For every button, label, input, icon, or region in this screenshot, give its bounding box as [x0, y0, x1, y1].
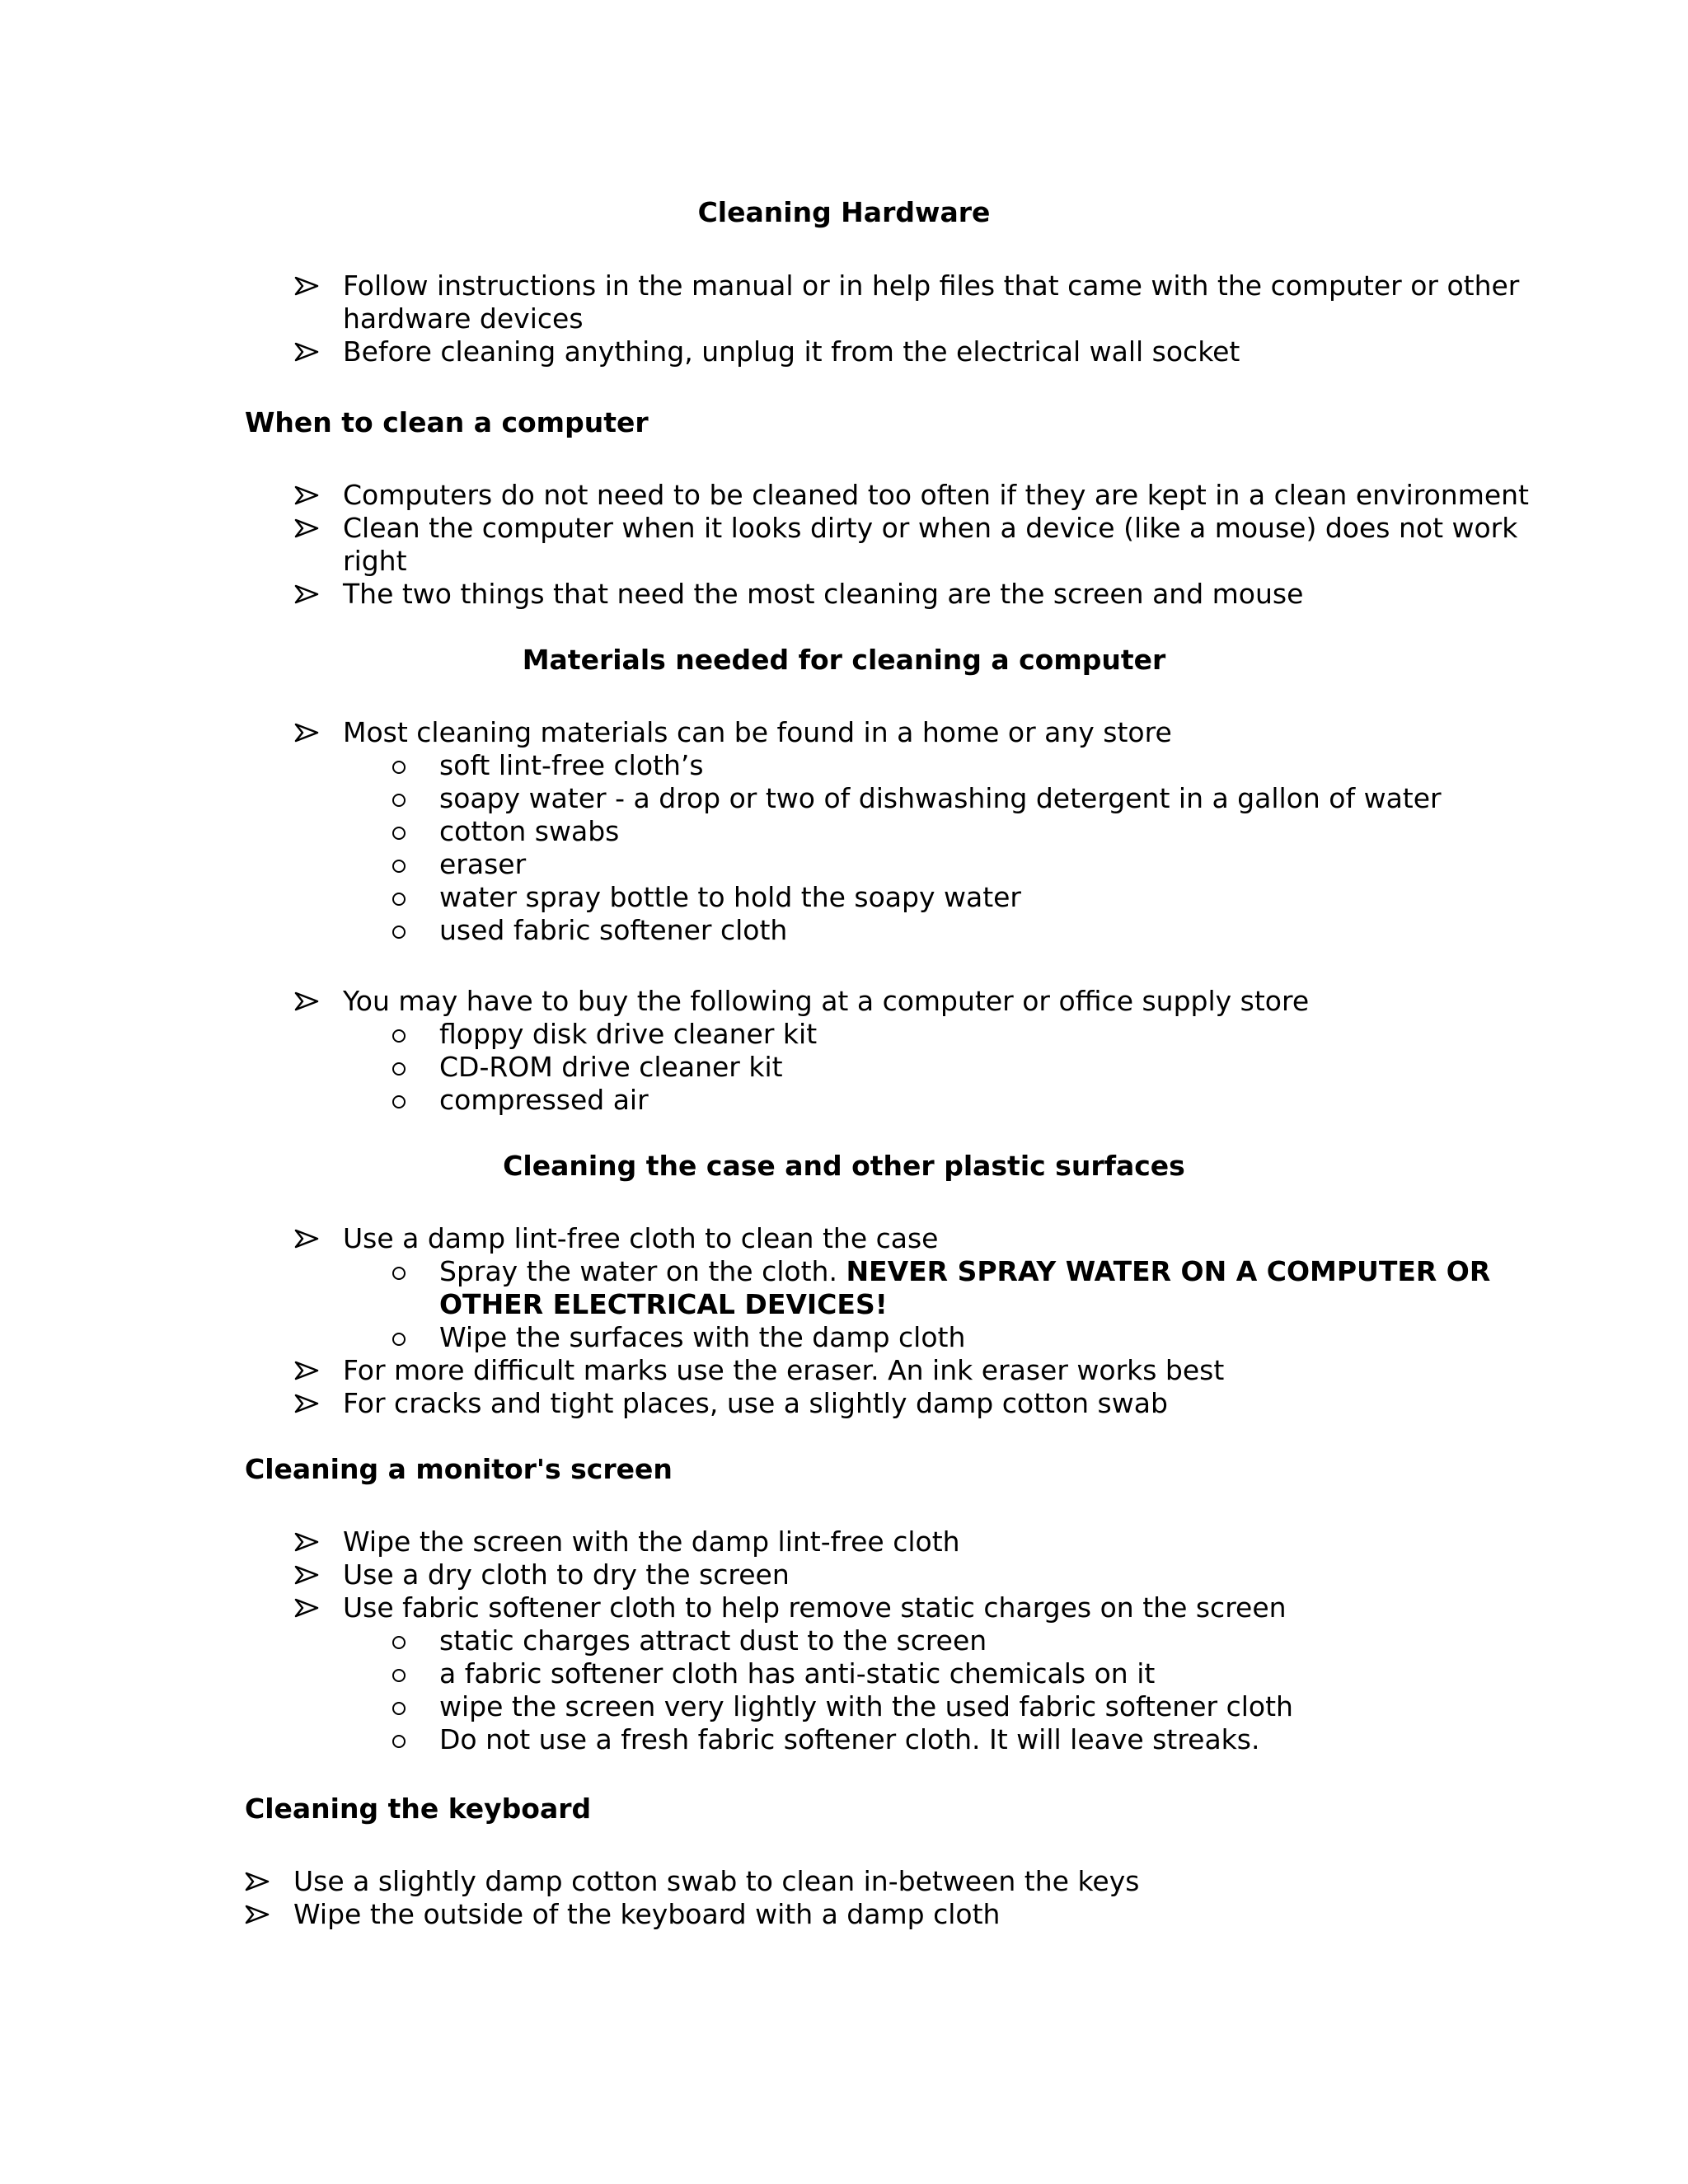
arrow-bullet-icon [294, 1565, 319, 1585]
materials-store-item: compressed air [439, 1084, 649, 1116]
arrow-bullet-icon [294, 991, 319, 1011]
keyboard-line-2: Wipe the outside of the keyboard with a damp cloth [293, 1898, 1001, 1930]
materials-store-item: floppy disk drive cleaner kit [439, 1018, 818, 1050]
section-heading-monitor: Cleaning a monitor's screen [245, 1453, 673, 1485]
arrow-bullet-icon [245, 1872, 270, 1891]
arrow-bullet-icon [294, 584, 319, 604]
monitor-sub: a fabric softener cloth has anti-static chemicals on it [439, 1657, 1156, 1690]
keyboard-line-1: Use a slightly damp cotton swab to clean in-between the keys [293, 1865, 1140, 1897]
section-heading-keyboard: Cleaning the keyboard [245, 1793, 592, 1825]
monitor-line-3: Use fabric softener cloth to help remove static charges on the screen [343, 1591, 1287, 1624]
circle-bullet-icon [392, 1735, 406, 1748]
circle-bullet-icon [392, 1029, 406, 1043]
circle-bullet-icon [392, 1702, 406, 1715]
intro-line-1: Follow instructions in the manual or in help files that came with the computer or other [343, 269, 1520, 302]
arrow-bullet-icon [294, 1229, 319, 1249]
circle-bullet-icon [392, 827, 406, 840]
case-sub-2: Wipe the surfaces with the damp cloth [439, 1321, 966, 1353]
arrow-bullet-icon [294, 485, 319, 505]
when-line-1: Computers do not need to be cleaned too often if they are kept in a clean environment [343, 479, 1529, 511]
monitor-sub: wipe the screen very lightly with the used fabric softener cloth [439, 1690, 1293, 1722]
materials-home-intro: Most cleaning materials can be found in a home or any store [343, 716, 1172, 748]
arrow-bullet-icon [294, 1532, 319, 1552]
case-sub-1-plain: Spray the water on the cloth. [439, 1255, 846, 1287]
materials-store-item: CD-ROM drive cleaner kit [439, 1051, 783, 1083]
section-heading-when: When to clean a computer [245, 406, 649, 438]
monitor-sub: Do not use a fresh fabric softener cloth. It will leave streaks. [439, 1723, 1260, 1755]
intro-line-2: Before cleaning anything, unplug it from the electrical wall socket [343, 335, 1240, 368]
section-heading-materials: Materials needed for cleaning a computer [522, 644, 1166, 676]
circle-bullet-icon [392, 1669, 406, 1682]
case-sub-1 [439, 1255, 1490, 1288]
arrow-bullet-icon [294, 1394, 319, 1413]
arrow-bullet-icon [294, 276, 319, 296]
materials-home-item: soapy water - a drop or two of dishwashing detergent in a gallon of water [439, 782, 1442, 814]
case-warning: NEVER SPRAY WATER ON A COMPUTER OR [846, 1255, 1491, 1287]
monitor-sub: static charges attract dust to the screen [439, 1624, 987, 1657]
case-line-3: For cracks and tight places, use a slightly damp cotton swab [343, 1387, 1168, 1419]
case-line-1: Use a damp lint-free cloth to clean the case [343, 1222, 939, 1254]
materials-home-item: water spray bottle to hold the soapy water [439, 881, 1022, 913]
circle-bullet-icon [392, 1636, 406, 1649]
when-line-3: The two things that need the most cleaning are the screen and mouse [343, 578, 1304, 610]
materials-store-intro: You may have to buy the following at a computer or office supply store [343, 985, 1310, 1017]
materials-home-item: cotton swabs [439, 815, 620, 847]
circle-bullet-icon [392, 860, 406, 873]
arrow-bullet-icon [294, 1361, 319, 1380]
case-line-2: For more difficult marks use the eraser. An ink eraser works best [343, 1354, 1225, 1386]
when-line-2: Clean the computer when it looks dirty or when a device (like a mouse) does not work [343, 512, 1518, 544]
intro-line-1-cont: hardware devices [343, 302, 584, 335]
circle-bullet-icon [392, 761, 406, 774]
section-heading-case: Cleaning the case and other plastic surfaces [503, 1150, 1185, 1182]
materials-home-item: soft lint-free cloth’s [439, 749, 704, 781]
monitor-line-1: Wipe the screen with the damp lint-free cloth [343, 1526, 960, 1558]
arrow-bullet-icon [294, 1598, 319, 1618]
page-title: Cleaning Hardware [697, 196, 991, 228]
case-warning-cont: OTHER ELECTRICAL DEVICES! [439, 1288, 888, 1320]
circle-bullet-icon [392, 1267, 406, 1280]
arrow-bullet-icon [294, 723, 319, 743]
monitor-line-2: Use a dry cloth to dry the screen [343, 1558, 790, 1591]
arrow-bullet-icon [294, 518, 319, 538]
when-line-2-cont: right [343, 545, 407, 577]
circle-bullet-icon [392, 1333, 406, 1346]
arrow-bullet-icon [245, 1905, 270, 1924]
materials-home-item: used fabric softener cloth [439, 914, 788, 946]
arrow-bullet-icon [294, 342, 319, 362]
circle-bullet-icon [392, 794, 406, 807]
circle-bullet-icon [392, 1095, 406, 1108]
materials-home-item: eraser [439, 848, 527, 880]
circle-bullet-icon [392, 893, 406, 906]
circle-bullet-icon [392, 926, 406, 939]
circle-bullet-icon [392, 1062, 406, 1076]
